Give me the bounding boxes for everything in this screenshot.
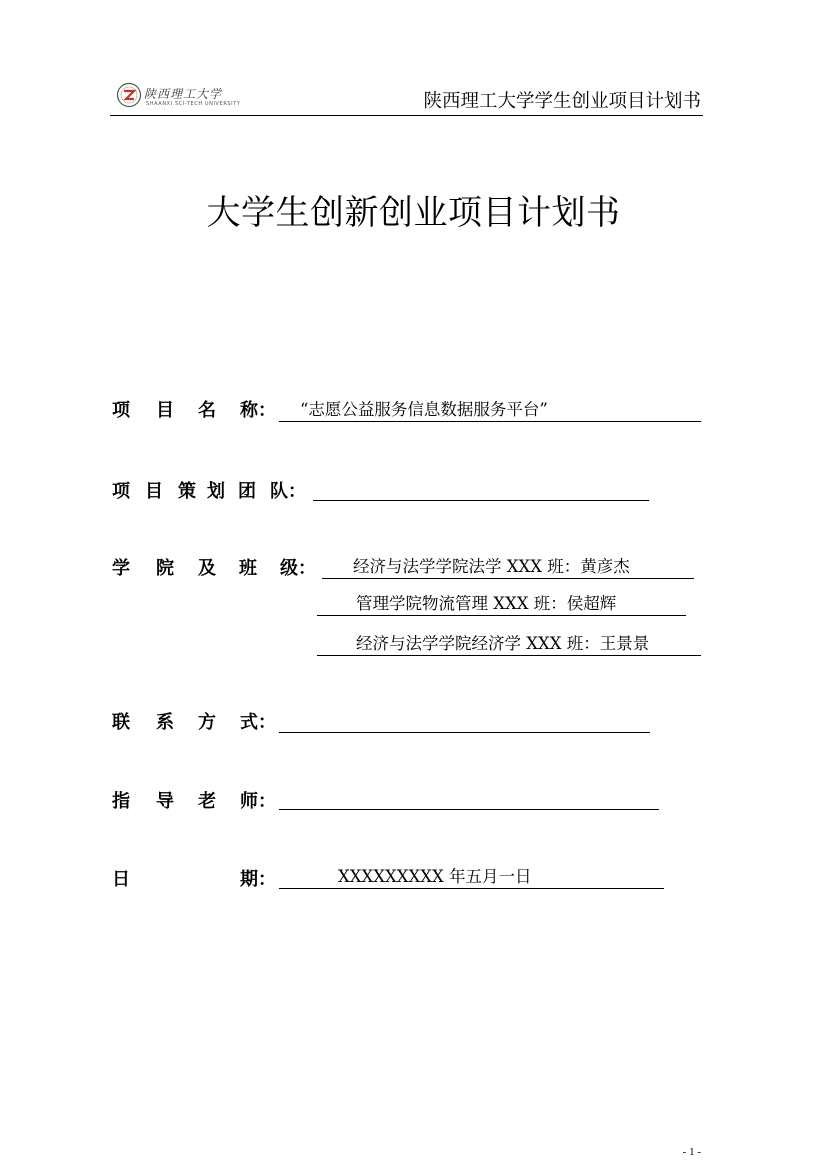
page-header bbox=[110, 80, 703, 116]
contact-field[interactable] bbox=[279, 710, 650, 733]
university-logo bbox=[116, 82, 241, 112]
date-label: 日 期： bbox=[112, 869, 276, 890]
team-label: 项 目 策 划 团 队： bbox=[112, 481, 306, 502]
document-title: 大学生创新创业项目计划书 bbox=[206, 193, 621, 233]
advisor-label: 指 导 老 师： bbox=[112, 791, 276, 812]
college-class-value-3: 经济与法学学院经济学 XXX 班：王景景 bbox=[356, 634, 650, 653]
project-name-label: 项 目 名 称： bbox=[112, 400, 276, 421]
header-title: 陕西理工大学学生创业项目计划书 bbox=[423, 91, 701, 112]
college-class-value-2: 管理学院物流管理 XXX 班：侯超辉 bbox=[356, 594, 617, 613]
university-emblem-icon bbox=[116, 82, 142, 108]
team-field[interactable] bbox=[313, 478, 649, 501]
college-class-label: 学 院 及 班 级： bbox=[112, 558, 316, 579]
advisor-field[interactable] bbox=[279, 787, 659, 810]
logo-script-text: 陕西理工大学 bbox=[144, 87, 223, 101]
college-class-value-1: 经济与法学学院法学 XXX 班：黄彦杰 bbox=[353, 557, 630, 576]
project-name-value: “志愿公益服务信息数据服务平台” bbox=[300, 400, 548, 419]
page-number: - 1 - bbox=[682, 1146, 701, 1158]
contact-label: 联 系 方 式： bbox=[112, 712, 276, 733]
date-value: XXXXXXXXX 年五月一日 bbox=[338, 867, 532, 886]
logo-latin-text: SHAANXI SCI-TECH UNIVERSITY bbox=[146, 101, 241, 107]
